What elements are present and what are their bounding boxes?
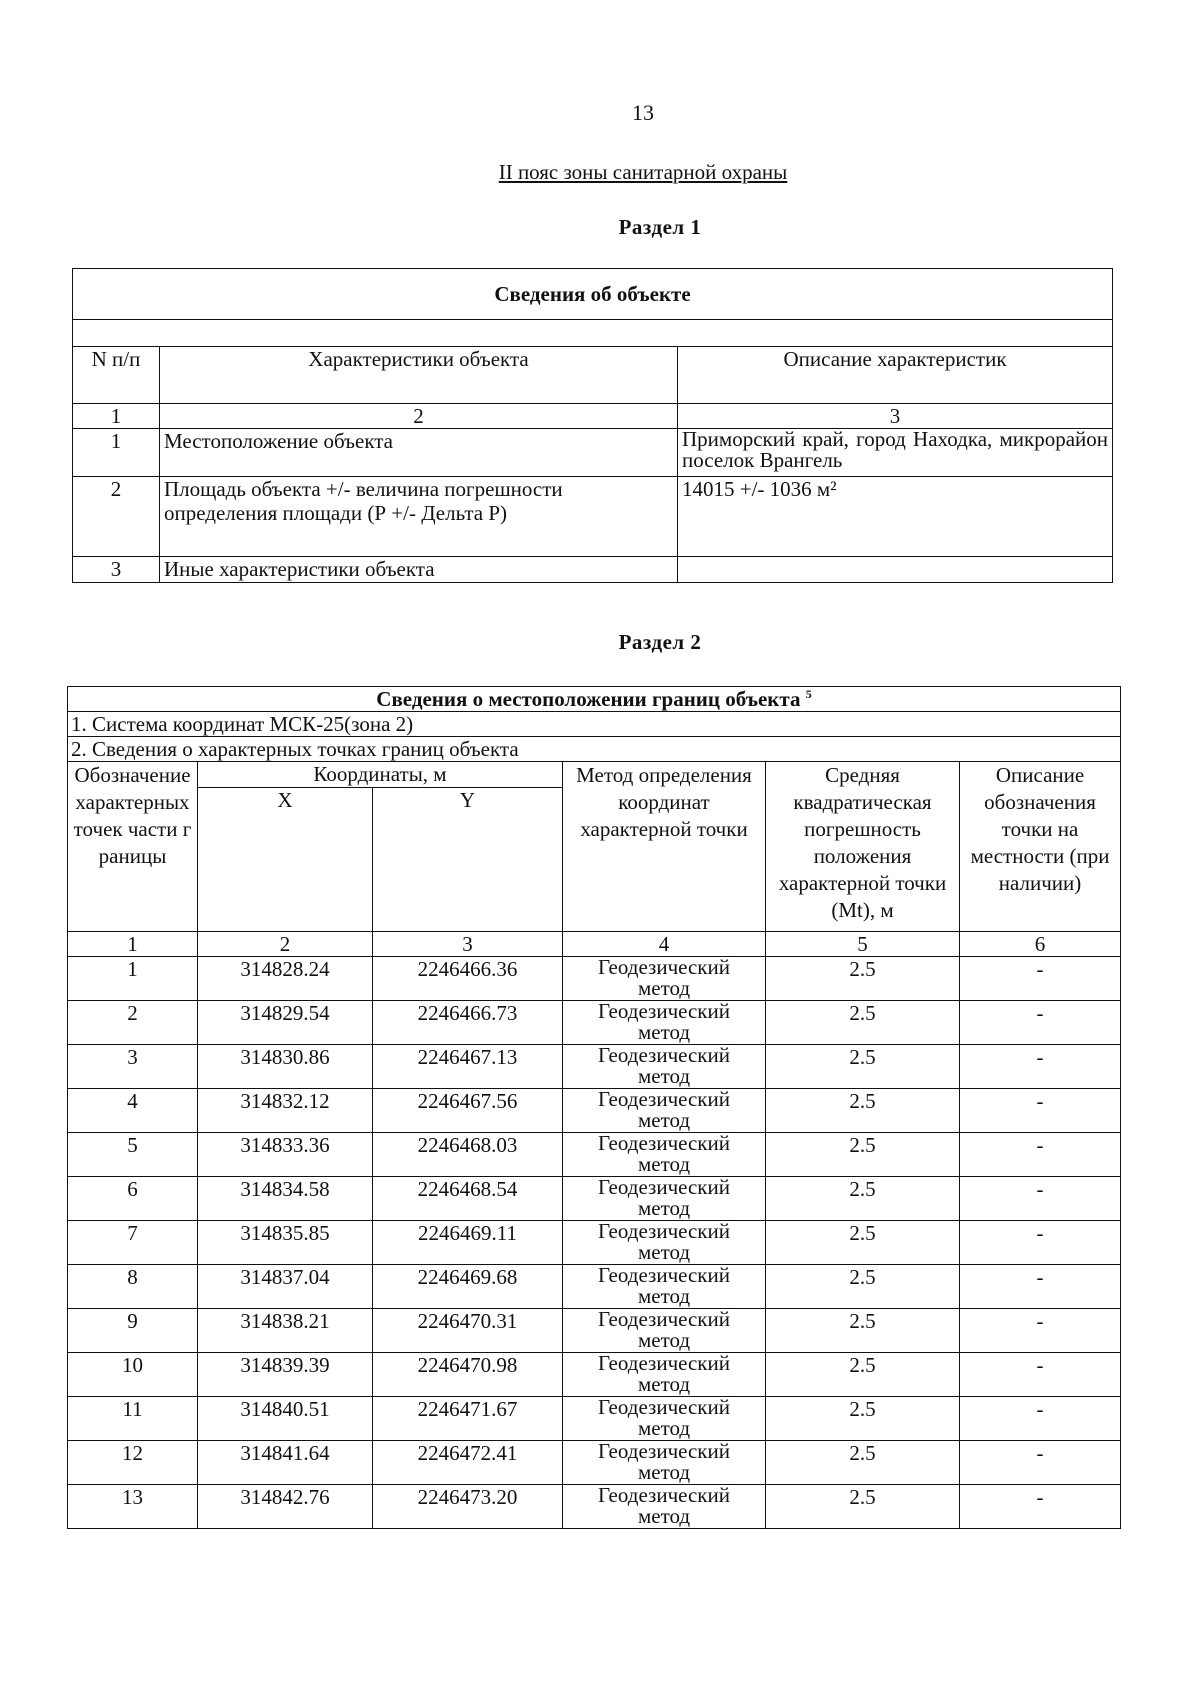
col-number: 5: [766, 931, 960, 956]
characteristic-value: Приморский край, город Находка, микрорайон поселок Врангель: [678, 429, 1113, 477]
point-description: -: [960, 1088, 1121, 1132]
point-number: 8: [68, 1264, 198, 1308]
table-row: [68, 1484, 1121, 1528]
point-method: Геодезический метод: [563, 1088, 766, 1132]
page-number: 13: [632, 100, 654, 125]
row-number: 1: [73, 429, 160, 477]
col-number: 2: [198, 931, 373, 956]
table-row: [68, 1308, 1121, 1352]
characteristic-name: Площадь объекта +/- величина погрешности определения площади (Р +/- Дельта Р): [160, 477, 678, 557]
point-method: Геодезический метод: [563, 1044, 766, 1088]
point-x: 314834.58: [198, 1176, 373, 1220]
point-error: 2.5: [766, 1484, 960, 1528]
point-error: 2.5: [766, 1440, 960, 1484]
point-error: 2.5: [766, 1176, 960, 1220]
point-y: 2246470.98: [373, 1352, 563, 1396]
zone-title: II пояс зоны санитарной охраны: [498, 160, 788, 184]
table-row: [68, 1088, 1121, 1132]
table-row: [68, 1000, 1121, 1044]
point-y: 2246467.56: [373, 1088, 563, 1132]
point-description: -: [960, 1264, 1121, 1308]
point-method: Геодезический метод: [563, 1352, 766, 1396]
point-method: Геодезический метод: [563, 1308, 766, 1352]
table-row: [68, 956, 1121, 1000]
point-error: 2.5: [766, 1132, 960, 1176]
point-number: 10: [68, 1352, 198, 1396]
point-y: 2246466.73: [373, 1000, 563, 1044]
boundary-points-table: [67, 686, 1121, 1529]
section-1-title: Раздел 1: [618, 215, 702, 239]
header-point-description: Описание обозначения точки на местности (при наличии): [960, 762, 1121, 931]
header-description: Описание характеристик: [678, 347, 1113, 404]
points-info: 2. Сведения о характерных точках границ объекта: [68, 737, 1121, 762]
header-y: Y: [373, 787, 563, 931]
point-method: Геодезический метод: [563, 1220, 766, 1264]
col-number: 1: [68, 931, 198, 956]
point-number: 5: [68, 1132, 198, 1176]
point-error: 2.5: [766, 1308, 960, 1352]
table-row: [68, 1176, 1121, 1220]
point-error: 2.5: [766, 1220, 960, 1264]
table-row: [68, 1264, 1121, 1308]
point-y: 2246467.13: [373, 1044, 563, 1088]
row-number: 3: [73, 557, 160, 583]
point-description: -: [960, 1308, 1121, 1352]
header-number: N п/п: [73, 347, 160, 404]
point-y: 2246469.11: [373, 1220, 563, 1264]
point-error: 2.5: [766, 1044, 960, 1088]
table-row: [68, 1396, 1121, 1440]
point-x: 314840.51: [198, 1396, 373, 1440]
point-x: 314835.85: [198, 1220, 373, 1264]
point-x: 314829.54: [198, 1000, 373, 1044]
point-error: 2.5: [766, 1088, 960, 1132]
boundary-table-title: [68, 687, 1121, 712]
point-description: -: [960, 1176, 1121, 1220]
point-x: 314838.21: [198, 1308, 373, 1352]
footnote-mark: 5: [805, 687, 812, 701]
point-x: 314841.64: [198, 1440, 373, 1484]
point-x: 314842.76: [198, 1484, 373, 1528]
point-method: Геодезический метод: [563, 1176, 766, 1220]
point-method: Геодезический метод: [563, 956, 766, 1000]
point-number: 11: [68, 1396, 198, 1440]
point-number: 3: [68, 1044, 198, 1088]
coordinate-system: 1. Система координат МСК-25(зона 2): [68, 712, 1121, 737]
point-y: 2246470.31: [373, 1308, 563, 1352]
point-description: -: [960, 1352, 1121, 1396]
table-row: [68, 1352, 1121, 1396]
point-description: -: [960, 1396, 1121, 1440]
header-characteristics: Характеристики объекта: [160, 347, 678, 404]
col-number: 4: [563, 931, 766, 956]
col-number: 6: [960, 931, 1121, 956]
point-number: 2: [68, 1000, 198, 1044]
points-body: [68, 956, 1121, 1528]
table-row: [68, 1044, 1121, 1088]
point-y: 2246471.67: [373, 1396, 563, 1440]
point-error: 2.5: [766, 1000, 960, 1044]
point-method: Геодезический метод: [563, 1264, 766, 1308]
point-description: -: [960, 1484, 1121, 1528]
point-method: Геодезический метод: [563, 1000, 766, 1044]
table-row: [68, 1440, 1121, 1484]
point-error: 2.5: [766, 1264, 960, 1308]
point-description: -: [960, 1000, 1121, 1044]
col-number: 1: [73, 404, 160, 429]
section-2-title: Раздел 2: [618, 630, 702, 654]
point-description: -: [960, 1132, 1121, 1176]
point-x: 314830.86: [198, 1044, 373, 1088]
object-info-table: [72, 268, 1113, 583]
point-error: 2.5: [766, 1352, 960, 1396]
col-number: 3: [678, 404, 1113, 429]
table-row: [68, 1220, 1121, 1264]
characteristic-name: Иные характеристики объекта: [160, 557, 678, 583]
row-number: 2: [73, 477, 160, 557]
characteristic-name: Местоположение объекта: [160, 429, 678, 477]
point-method: Геодезический метод: [563, 1132, 766, 1176]
point-description: -: [960, 1440, 1121, 1484]
point-description: -: [960, 956, 1121, 1000]
header-designation: Обозначение характерных точек части границы: [68, 762, 198, 931]
point-y: 2246468.03: [373, 1132, 563, 1176]
point-y: 2246468.54: [373, 1176, 563, 1220]
point-method: Геодезический метод: [563, 1440, 766, 1484]
header-error: Средняя квадратическая погрешность положения характерной точки (Mt), м: [766, 762, 960, 931]
point-y: 2246473.20: [373, 1484, 563, 1528]
point-y: 2246466.36: [373, 956, 563, 1000]
point-method: Геодезический метод: [563, 1484, 766, 1528]
point-number: 1: [68, 956, 198, 1000]
header-method: Метод определения координат характерной точки: [563, 762, 766, 931]
point-number: 7: [68, 1220, 198, 1264]
point-y: 2246472.41: [373, 1440, 563, 1484]
blank-row: [73, 320, 1113, 347]
point-number: 6: [68, 1176, 198, 1220]
characteristic-value: [678, 557, 1113, 583]
boundary-table-title-text: Сведения о местоположении границ объекта: [376, 687, 801, 711]
object-info-table-title: Сведения об объекте: [73, 269, 1113, 320]
point-x: 314839.39: [198, 1352, 373, 1396]
point-number: 9: [68, 1308, 198, 1352]
point-y: 2246469.68: [373, 1264, 563, 1308]
point-x: 314837.04: [198, 1264, 373, 1308]
col-number: 3: [373, 931, 563, 956]
header-coordinates: Координаты, м: [198, 762, 563, 787]
point-error: 2.5: [766, 1396, 960, 1440]
point-x: 314832.12: [198, 1088, 373, 1132]
col-number: 2: [160, 404, 678, 429]
characteristic-value: 14015 +/- 1036 м²: [678, 477, 1113, 557]
point-method: Геодезический метод: [563, 1396, 766, 1440]
point-number: 13: [68, 1484, 198, 1528]
table-row: [68, 1132, 1121, 1176]
point-number: 4: [68, 1088, 198, 1132]
point-x: 314828.24: [198, 956, 373, 1000]
header-x: X: [198, 787, 373, 931]
point-x: 314833.36: [198, 1132, 373, 1176]
point-error: 2.5: [766, 956, 960, 1000]
point-number: 12: [68, 1440, 198, 1484]
point-description: -: [960, 1044, 1121, 1088]
point-description: -: [960, 1220, 1121, 1264]
